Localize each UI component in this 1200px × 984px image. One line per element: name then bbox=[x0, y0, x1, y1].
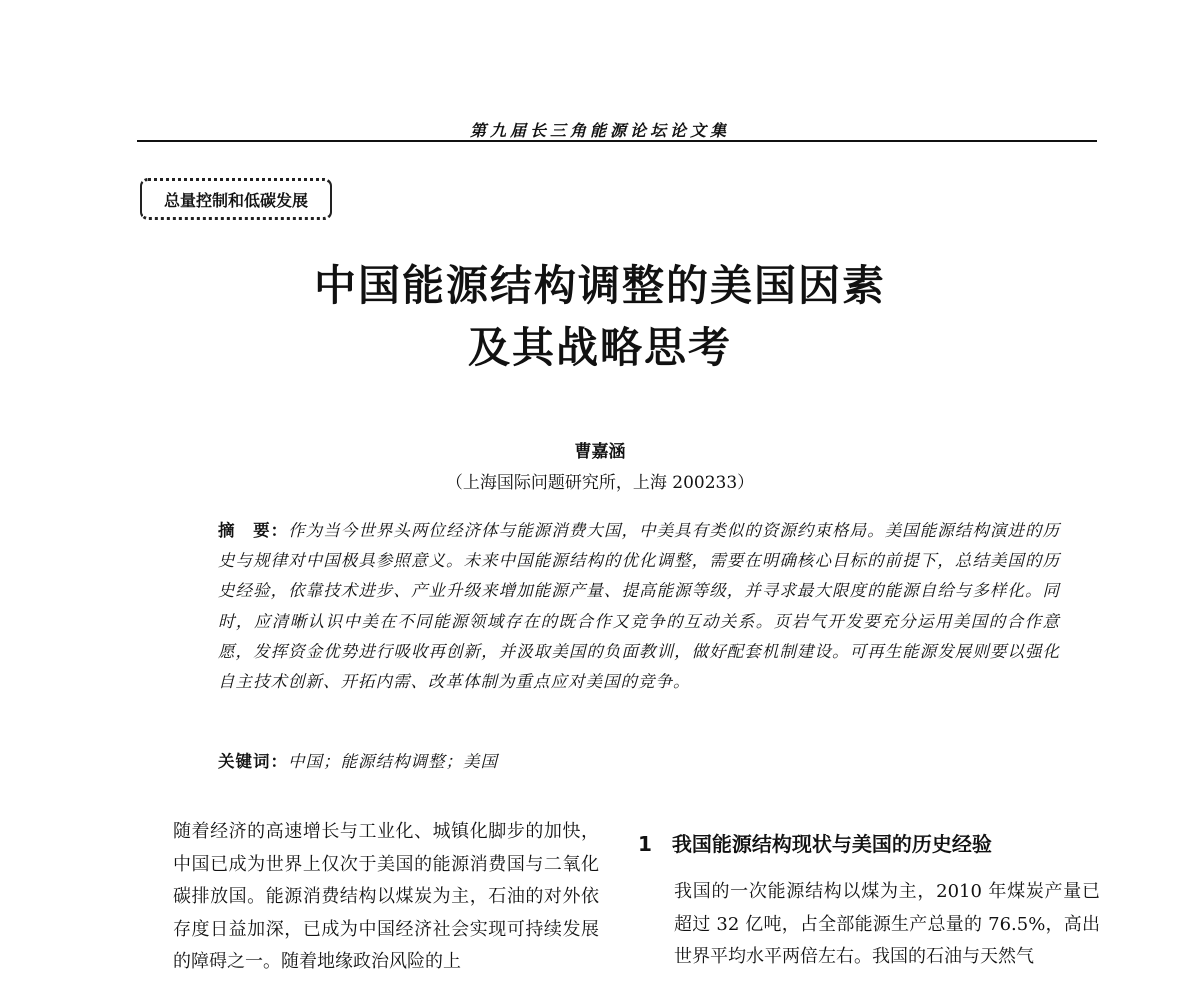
body-column-left bbox=[137, 816, 599, 979]
keywords-text: 中国；能源结构调整；美国 bbox=[288, 752, 498, 771]
title-line-2: 及其战略思考 bbox=[467, 323, 732, 372]
abstract-label: 摘 要： bbox=[218, 521, 289, 540]
title-line-1: 中国能源结构调整的美国因素 bbox=[313, 261, 886, 310]
body-paragraph-left: 随着经济的高速增长与工业化、城镇化脚步的加快，中国已成为世界上仅次于美国的能源消费国与二氧化碳排放国。能源消费结构以煤炭为主，石油的对外依存度日益加深，已成为中国经济社会实现可持续发展的障碍之一。随着地缘政治风险的上 bbox=[173, 821, 599, 972]
abstract-text: 作为当今世界头两位经济体与能源消费大国，中美具有类似的资源约束格局。美国能源结构演进的历史与规律对中国极具参照意义。未来中国能源结构的优化调整，需要在明确核心目标的前提下，总结美国的历史经验，依靠技术进步、产业升级来增加能源产量、提高能源等级，并寻求最大限度的能源自给与多样化。同时，应清晰认识中美在不同能源领域存在的既合作又竞争的互动关系。页岩气开发要充分运用美国的合作意愿，发挥资金优势进行吸收再创新，并汲取美国的负面教训，做好配套机制建设。可再生能源发展则要以强化自主技术创新、开拓内需、改革体制为重点应对美国的竞争。 bbox=[218, 521, 1061, 692]
body-column-right bbox=[638, 876, 1100, 974]
section-1-heading: 1 我国能源结构现状与美国的历史经验 bbox=[638, 832, 992, 856]
running-header: 第九届长三角能源论坛论文集 bbox=[469, 121, 730, 140]
header-rule bbox=[137, 140, 1097, 142]
section-tag-label: 总量控制和低碳发展 bbox=[163, 190, 308, 210]
abstract bbox=[176, 516, 1060, 697]
keywords bbox=[218, 748, 498, 772]
paper-title bbox=[0, 255, 1200, 379]
body-paragraph-right: 我国的一次能源结构以煤为主，2010 年煤炭产量已超过 32 亿吨，占全部能源生产总量的 76.5%，高出世界平均水平两倍左右。我国的石油与天然气 bbox=[674, 881, 1100, 967]
author-affiliation: （上海国际问题研究所，上海 200233） bbox=[445, 473, 755, 493]
author-name: 曹嘉涵 bbox=[574, 442, 626, 462]
keywords-label: 关键词： bbox=[218, 752, 288, 771]
section-tag bbox=[140, 178, 332, 220]
